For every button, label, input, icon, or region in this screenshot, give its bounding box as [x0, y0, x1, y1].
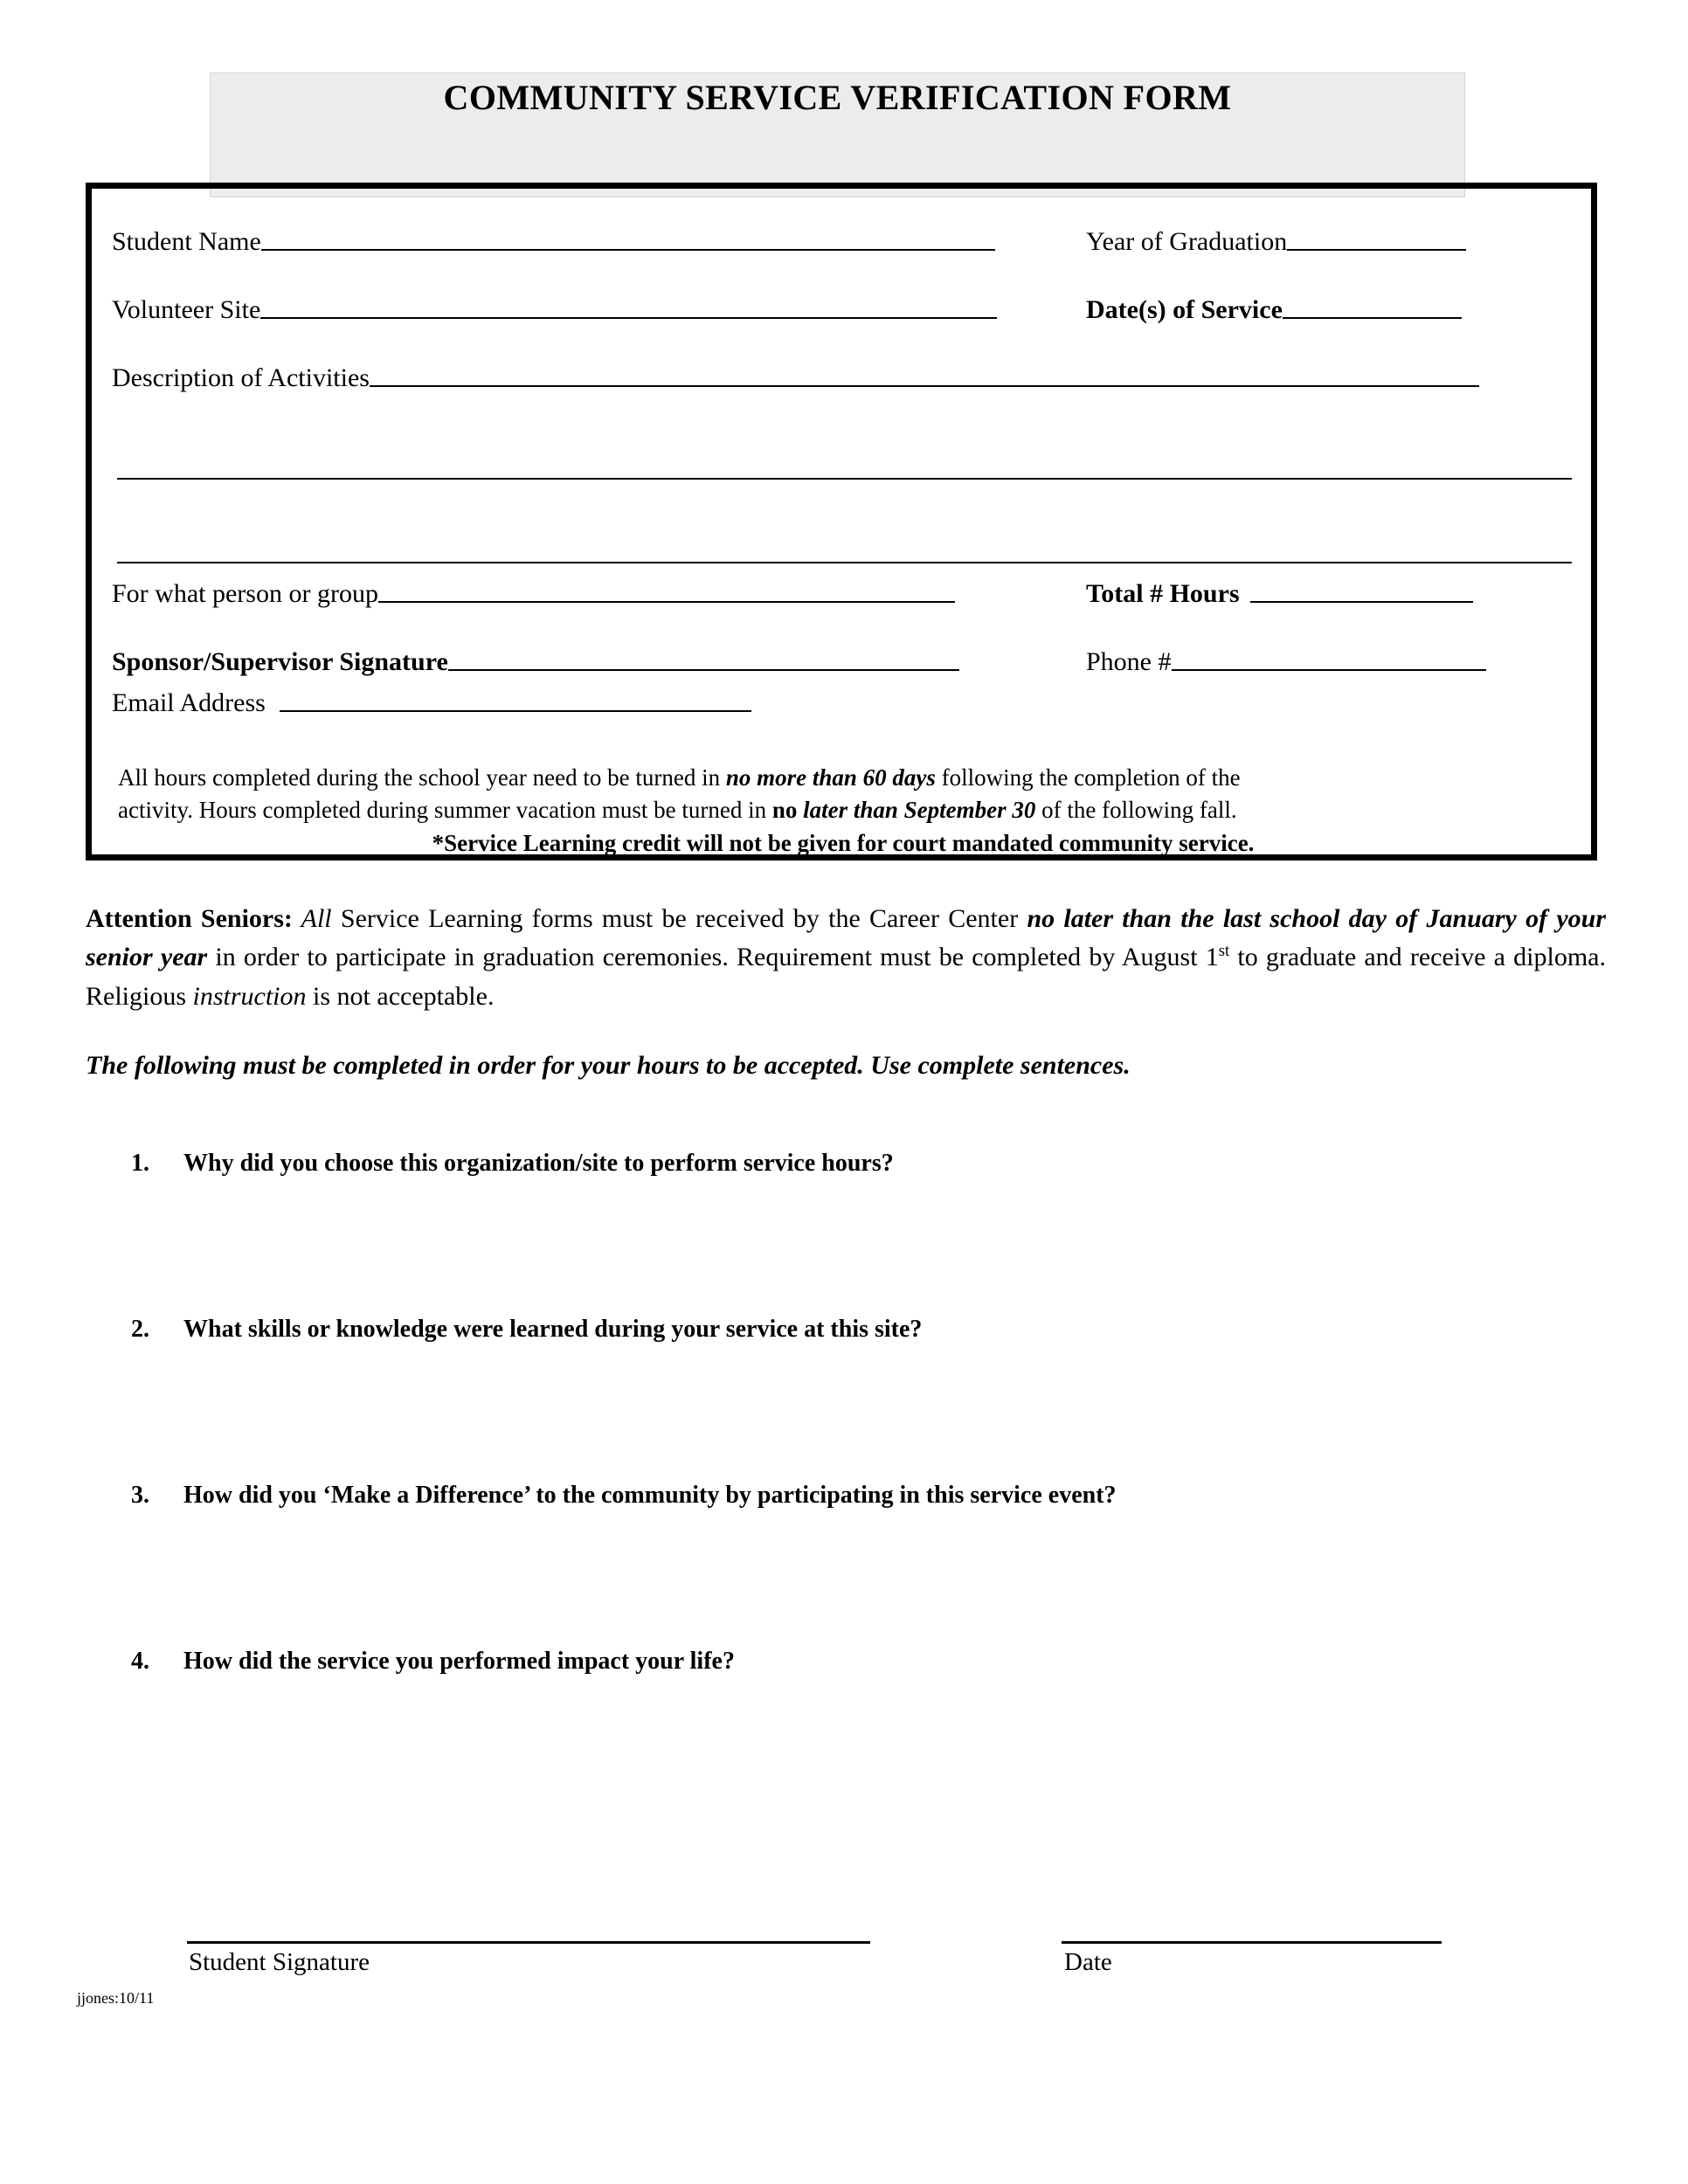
ordinal-superscript: st — [1218, 942, 1230, 961]
attention-seniors-paragraph: Attention Seniors: All Service Learning forms must be received by the Career Center no later than the last school day of January of your senior year in order to participate in graduation ceremonies. Requirement must be completed by August 1st to graduate and receive a diploma. Religious instruction is not acceptable. — [86, 904, 1607, 1011]
submission-notice — [118, 762, 1568, 860]
notice-line-3: *Service Learning credit will not be given for court mandated community service. — [432, 829, 1255, 856]
question-number: 2. — [131, 1316, 149, 1343]
verification-form-box — [86, 183, 1597, 860]
question-text: How did you ‘Make a Difference’ to the community by participating in this service event? — [183, 1482, 1117, 1509]
questions-list — [131, 1150, 1616, 1814]
date-label: Date — [1064, 1948, 1112, 1976]
notice-line-2: activity. Hours completed during summer vacation must be turned in no later than September 30 of the following fall. — [118, 797, 1237, 824]
sponsor-supervisor-signature-label: Sponsor/Supervisor Signature — [112, 647, 448, 676]
revision-stamp: jjones:10/11 — [77, 1989, 155, 2007]
question-text: How did the service you performed impact your life? — [183, 1648, 735, 1675]
attention-deadline-emphasis: no later than the last school day of January of your senior year — [86, 904, 1607, 972]
volunteer-site-label: Volunteer Site — [112, 295, 261, 324]
student-signature-label: Student Signature — [189, 1948, 370, 1976]
question-text: What skills or knowledge were learned during your service at this site? — [183, 1316, 923, 1343]
year-of-graduation-label: Year of Graduation — [1086, 227, 1288, 256]
list-item — [131, 1316, 1616, 1482]
attention-heading: Attention Seniors: — [86, 904, 293, 933]
description-of-activities-label: Description of Activities — [112, 363, 370, 392]
date-rule[interactable] — [1062, 1941, 1442, 1944]
question-number: 1. — [131, 1150, 149, 1177]
list-item — [131, 1482, 1616, 1648]
phone-label: Phone # — [1086, 647, 1172, 676]
notice-line-1: All hours completed during the school year need to be turned in no more than 60 days following the completion of the — [118, 764, 1241, 791]
question-number: 4. — [131, 1648, 149, 1675]
email-address-label: Email Address — [112, 688, 266, 717]
student-name-label: Student Name — [112, 227, 261, 256]
list-item — [131, 1150, 1616, 1316]
total-hours-label: Total # Hours — [1086, 579, 1240, 608]
for-what-person-or-group-label: For what person or group — [112, 579, 378, 608]
question-text: Why did you choose this organization/site to perform service hours? — [183, 1150, 894, 1177]
student-signature-rule[interactable] — [187, 1941, 870, 1944]
page-title: COMMUNITY SERVICE VERIFICATION FORM — [443, 78, 1232, 117]
dates-of-service-label: Date(s) of Service — [1086, 295, 1283, 324]
instruction-line: The following must be completed in order for your hours to be accepted. Use complete sentences. — [86, 1051, 1131, 1080]
question-number: 3. — [131, 1482, 149, 1509]
list-item — [131, 1648, 1616, 1814]
